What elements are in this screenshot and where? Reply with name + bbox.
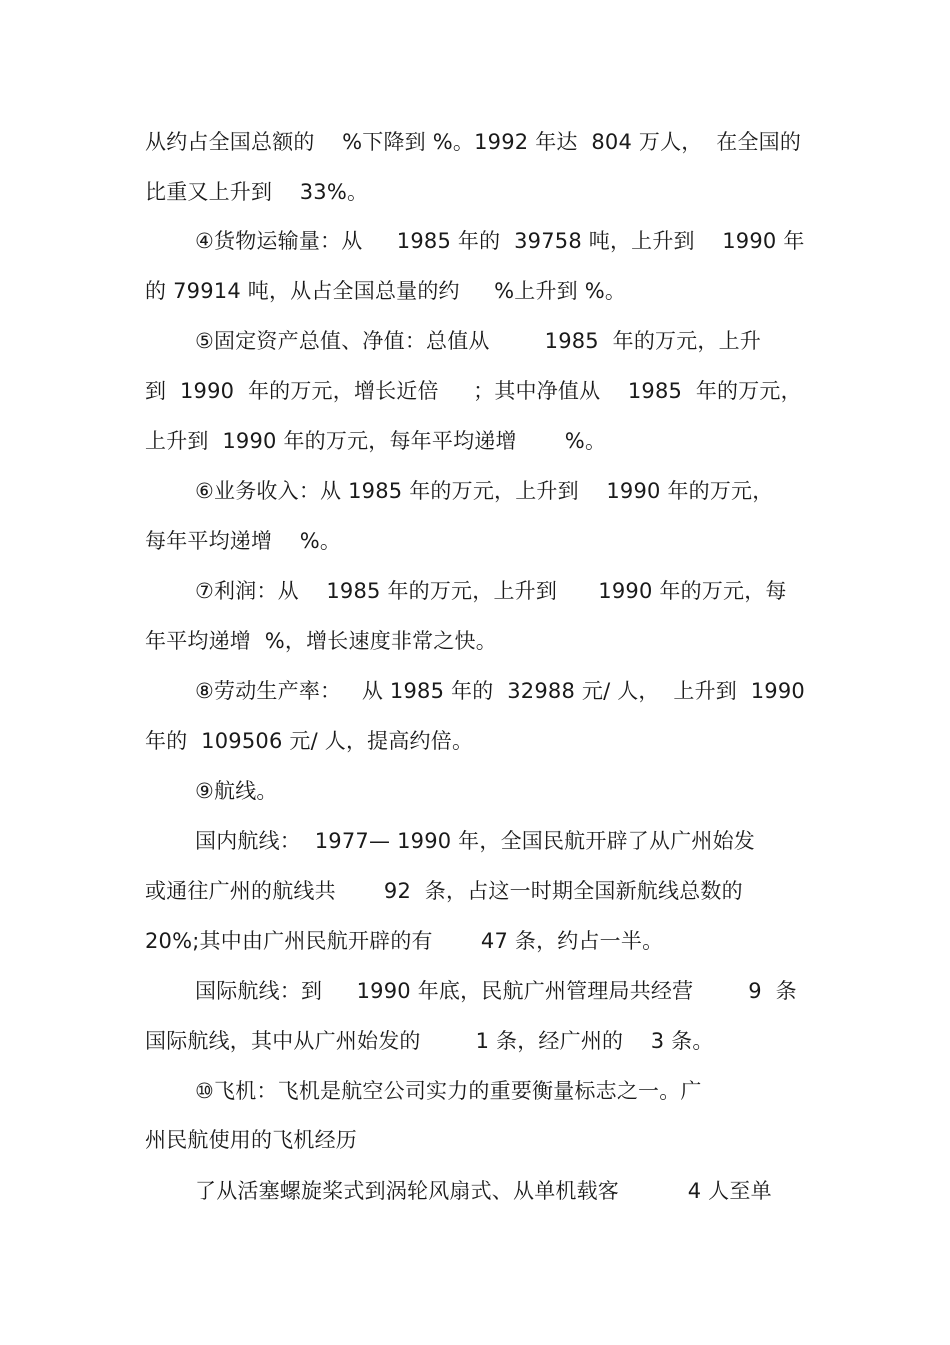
text-line-21: 州民航使用的飞机经历 xyxy=(145,1128,357,1152)
text-line-18: 国际航线：到 1990 年底，民航广州管理局共经营 9 条 xyxy=(195,979,797,1003)
text-line-6: 到 1990 年的万元，增长近倍 ；其中净值从 1985 年的万元， xyxy=(145,379,802,403)
text-line-13: 年的 109506 元/ 人，提高约倍。 xyxy=(145,729,474,753)
text-line-4: 的 79914 吨，从占全国总量的约 %上升到 %。 xyxy=(145,279,627,303)
text-line-5: ⑤固定资产总值、净值：总值从 1985 年的万元，上升 xyxy=(195,329,762,353)
text-line-11: 年平均递增 %，增长速度非常之快。 xyxy=(145,629,497,653)
text-line-1: 从约占全国总额的 %下降到 %。1992 年达 804 万人， 在全国的 xyxy=(145,130,802,154)
text-line-10: ⑦利润：从 1985 年的万元，上升到 1990 年的万元，每 xyxy=(195,579,787,603)
text-line-2: 比重又上升到 33%。 xyxy=(145,180,369,204)
text-line-20: ⑩飞机：飞机是航空公司实力的重要衡量标志之一。广 xyxy=(195,1079,702,1103)
text-line-14: ⑨航线。 xyxy=(195,779,278,803)
text-line-9: 每年平均递增 %。 xyxy=(145,529,342,553)
text-line-17: 20%;其中由广州民航开辟的有 47 条，约占一半。 xyxy=(145,929,664,953)
text-line-7: 上升到 1990 年的万元，每年平均递增 %。 xyxy=(145,429,607,453)
text-line-12: ⑧劳动生产率： 从 1985 年的 32988 元/ 人， 上升到 1990 xyxy=(195,679,805,703)
text-line-8: ⑥业务收入：从 1985 年的万元，上升到 1990 年的万元， xyxy=(195,479,774,503)
text-line-22: 了从活塞螺旋桨式到涡轮风扇式、从单机载客 4 人至单 xyxy=(195,1179,772,1203)
text-line-15: 国内航线： 1977— 1990 年，全国民航开辟了从广州始发 xyxy=(195,829,755,853)
text-line-3: ④货物运输量：从 1985 年的 39758 吨，上升到 1990 年 xyxy=(195,229,805,253)
text-line-19: 国际航线，其中从广州始发的 1 条，经广州的 3 条。 xyxy=(145,1029,714,1053)
text-line-16: 或通往广州的航线共 92 条，占这一时期全国新航线总数的 xyxy=(145,879,743,903)
